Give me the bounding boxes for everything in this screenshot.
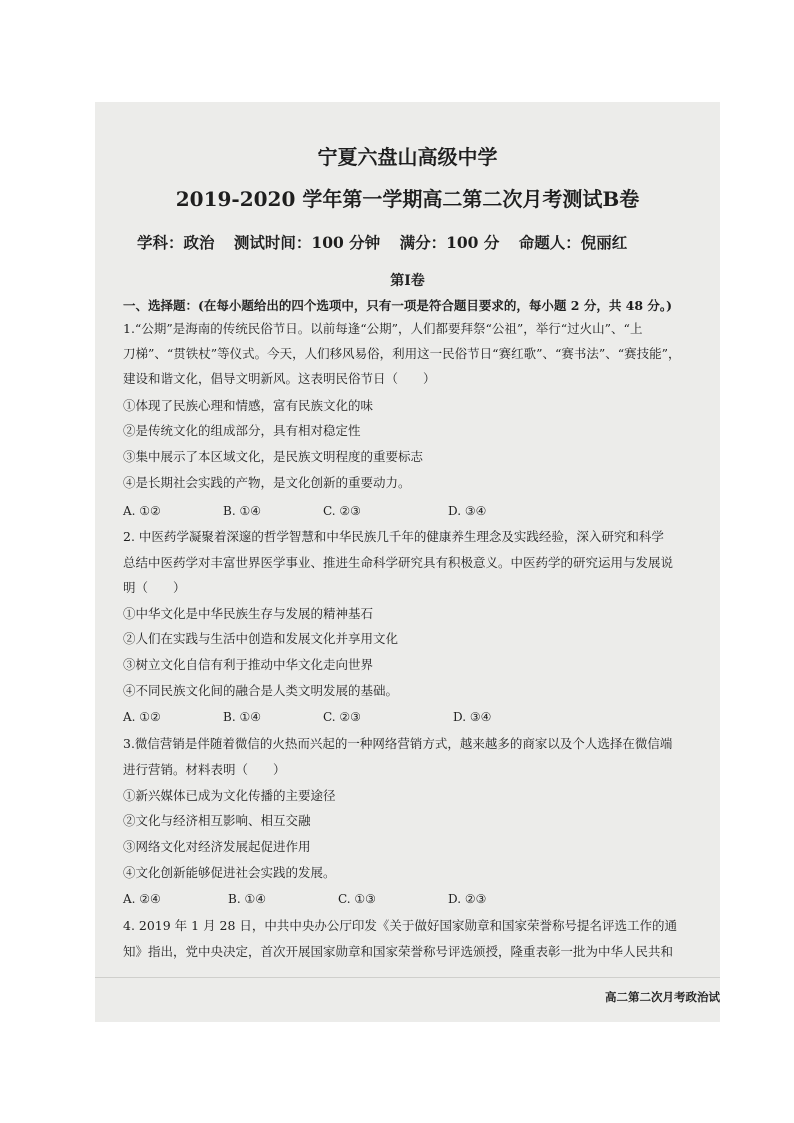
q3-item-4: ④文化创新能够促进社会实践的发展。 <box>123 865 336 880</box>
q3-item-3: ③网络文化对经济发展起促进作用 <box>123 839 311 854</box>
exam-title: 2019-2020 学年第一学期高二第二次月考测试B卷 <box>175 187 640 211</box>
duration: 测试时间：100 分钟 <box>233 233 381 252</box>
q2-line-2: 总结中医药学对丰富世界医学事业、推进生命科学研究具有积极意义。中医药学的研究运用与发展说 <box>123 555 674 570</box>
q3-line-1: 3.微信营销是伴随着微信的火热而兴起的一种网络营销方式，越来越多的商家以及个人选择在微信端 <box>123 736 673 751</box>
q3-choice-b: B. ①④ <box>228 892 266 906</box>
q3-item-2: ②文化与经济相互影响、相互交融 <box>123 813 311 828</box>
q2-item-1: ①中华文化是中华民族生存与发展的精神基石 <box>123 606 374 621</box>
q1-choice-c: C. ②③ <box>323 504 361 518</box>
q3-choice-c: C. ①③ <box>338 892 376 906</box>
q2-item-4: ④不同民族文化间的融合是人类文明发展的基础。 <box>123 683 399 698</box>
school-name: 宁夏六盘山高级中学 <box>317 145 498 169</box>
q2-line-1: 2. 中医药学凝聚着深邃的哲学智慧和中华民族几千年的健康养生理念及实践经验，深入研究和科学 <box>123 529 664 544</box>
q2-item-2: ②人们在实践与生活中创造和发展文化并享用文化 <box>123 631 399 646</box>
q1-item-4: ④是长期社会实践的产物，是文化创新的重要动力。 <box>123 475 411 490</box>
q2-item-3: ③树立文化自信有利于推动中华文化走向世界 <box>123 657 374 672</box>
q3-choice-d: D. ②③ <box>448 892 487 906</box>
section-heading: 一、选择题：(在每小题给出的四个选项中，只有一项是符合题目要求的，每小题 2 分，共 48 分。) <box>123 298 673 313</box>
q2-choice-c: C. ②③ <box>323 710 361 724</box>
subject: 学科：政治 <box>137 233 215 252</box>
q2-choice-b: B. ①④ <box>223 710 261 724</box>
volume-heading: 第Ⅰ卷 <box>390 273 425 289</box>
q1-item-1: ①体现了民族心理和情感，富有民族文化的味 <box>123 398 374 413</box>
q1-choice-d: D. ③④ <box>448 504 487 518</box>
footer-divider <box>95 977 720 978</box>
q1-item-2: ②是传统文化的组成部分，具有相对稳定性 <box>123 423 361 438</box>
q4-line-2: 知》指出，党中央决定，首次开展国家勋章和国家荣誉称号评选颁授，隆重表彰一批为中华人民共和 <box>123 944 674 959</box>
q1-choice-b: B. ①④ <box>223 504 261 518</box>
q4-line-1: 4. 2019 年 1 月 28 日，中共中央办公厅印发《关于做好国家勋章和国家荣誉称号提名评选工作的通 <box>123 918 677 933</box>
q2-line-3: 明（ ） <box>123 580 186 595</box>
q2-choice-d: D. ③④ <box>453 710 492 724</box>
q1-choice-a: A. ①② <box>123 504 161 518</box>
q3-line-2: 进行营销。材料表明（ ） <box>123 762 286 777</box>
exam-meta <box>137 233 628 252</box>
q2-choice-a: A. ①② <box>123 710 161 724</box>
q1-line-3: 建设和谐文化，倡导文明新风。这表明民俗节日（ ） <box>123 371 436 386</box>
full-score: 满分：100 分 <box>399 233 500 252</box>
q1-line-2: 刀梯”、“贯铁杖”等仪式。今天，人们移风易俗，利用这一民俗节日“赛红歌”、“赛书法”、“赛技能”， <box>123 346 681 361</box>
q1-line-1: 1.“公期”是海南的传统民俗节日。以前每逢“公期”，人们都要拜祭“公祖”，举行“过火山”、“上 <box>123 321 643 336</box>
exam-sheet <box>95 102 720 1022</box>
q1-item-3: ③集中展示了本区域文化，是民族文明程度的重要标志 <box>123 449 424 464</box>
page-footer: 高二第二次月考政治试 <box>605 990 720 1004</box>
q3-item-1: ①新兴媒体已成为文化传播的主要途径 <box>123 788 336 803</box>
author: 命题人：倪丽红 <box>518 233 628 252</box>
q3-choice-a: A. ②④ <box>123 892 161 906</box>
